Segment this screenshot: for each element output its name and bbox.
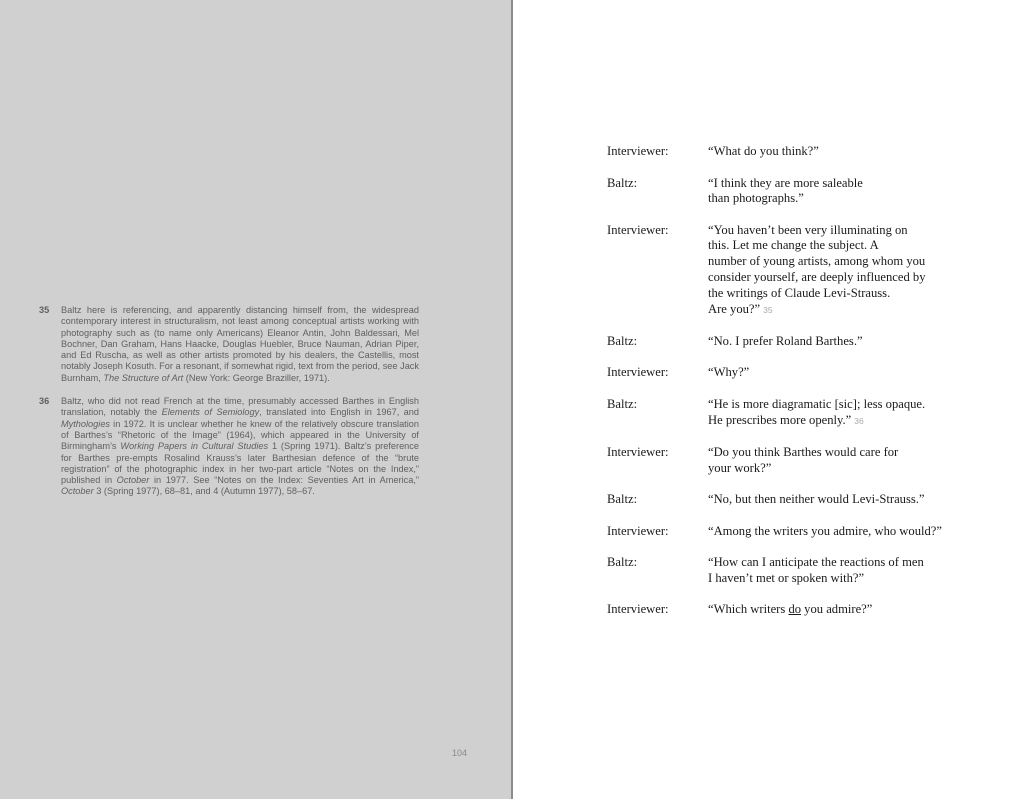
dialogue-text — [708, 492, 987, 508]
page-number: 104 — [452, 748, 468, 758]
footnote-title-italic: October — [61, 486, 94, 497]
dialogue-line — [708, 302, 987, 319]
footnote-title-italic: October — [116, 475, 150, 486]
dialogue-entry — [607, 176, 987, 208]
dialogue-line — [708, 461, 987, 477]
dialogue-entry — [607, 524, 987, 540]
speaker-label: Interviewer: — [607, 222, 669, 237]
footnote-title-italic: Mythologies — [61, 418, 111, 429]
footnote-number: 36 — [39, 396, 50, 407]
dialogue-entry — [607, 365, 987, 381]
footnote-text — [61, 305, 419, 384]
footnote-text-run: Baltz, who did not read French at the time, presumably accessed Barthes in English translation, notably the — [61, 396, 419, 418]
speaker-label: Baltz: — [607, 555, 638, 570]
dialogue-line — [708, 254, 987, 270]
dialogue-text-run: number of young artists, among whom you — [708, 254, 926, 269]
dialogue-text-run: “What do you think?” — [708, 144, 819, 158]
dialogue-entry — [607, 492, 987, 508]
dialogue-line — [708, 270, 987, 286]
dialogue-entry — [607, 223, 987, 319]
right-page — [513, 0, 1024, 799]
footnote-reference: 36 — [854, 415, 864, 426]
speaker-label: Baltz: — [607, 396, 638, 411]
speaker-label: Baltz: — [607, 492, 638, 507]
footnote-text-run: in 1972. It is unclear whether he knew of the relatively obscure translation of Barthes’s “Rhetoric of the Image” (1964), which appeared in the University of Birmingham’s — [61, 418, 419, 452]
footnote-text-run: in 1977. See “Notes on the Index: Seventies Art in America,” — [149, 475, 419, 486]
speaker-label: Interviewer: — [607, 365, 669, 380]
dialogue-text-run: than photographs.” — [708, 191, 804, 206]
dialogue-text-run: “I think they are more saleable — [708, 175, 863, 190]
dialogue-text — [708, 334, 987, 350]
dialogue-text-run: your work?” — [708, 460, 772, 475]
dialogue-text-run: this. Let me change the subject. A — [708, 238, 879, 253]
interview-transcript — [607, 144, 987, 634]
dialogue-entry — [607, 602, 987, 618]
dialogue-text — [708, 397, 987, 430]
dialogue-line — [708, 445, 987, 461]
footnote-text-run: Baltz here is referencing, and apparently distancing himself from, the widespread contemporary interest in structuralism, not least among conceptual artists working with photography such as (to name only Americans) Eleanor Antin, John Baldessari, Mel Bochner, Dan Graham, Hans Haacke, Douglas Huebler, Bruce Nauman, Adrian Piper, and Ed Ruscha, as well as other artists promoted by his dealers, the Castellis, most notably Joseph Kosuth. For a resonant, if somewhat rigid, text from the period, see Jack Burnham, — [61, 305, 419, 383]
dialogue-text — [708, 176, 987, 208]
dialogue-line — [708, 365, 987, 381]
footnote-text — [61, 396, 419, 498]
speaker-label: Interviewer: — [607, 523, 669, 538]
dialogue-text-run: “How can I anticipate the reactions of men — [708, 555, 924, 570]
footnote-text-run: 1 (Spring 1971). Baltz’s preference for Barthes pre-empts Rosalind Krauss’s later Barthesian defence of the “brute registration” of the photographic index in her two-part article “Notes on the Index,” published in — [61, 441, 419, 486]
speaker-label: Baltz: — [607, 333, 638, 348]
footnote-text-run: 3 (Spring 1977), 68–81, and 4 (Autumn 1977), 58–67. — [93, 486, 315, 497]
footnote-title-italic: Elements of Semiology — [161, 407, 260, 418]
speaker-label: Interviewer: — [607, 144, 669, 158]
dialogue-line — [708, 223, 987, 239]
dialogue-entry — [607, 334, 987, 350]
dialogue-text — [708, 365, 987, 381]
dialogue-entry — [607, 397, 987, 430]
dialogue-line — [708, 334, 987, 350]
dialogue-line — [708, 286, 987, 302]
dialogue-text-run: Are you?” — [708, 301, 761, 316]
dialogue-text-run: “Do you think Barthes would care for — [708, 444, 899, 459]
dialogue-text-run: I haven’t met or spoken with?” — [708, 570, 865, 585]
dialogue-text-run: “He is more diagramatic [sic]; less opaque. — [708, 396, 926, 411]
footnote-number: 35 — [39, 305, 50, 315]
dialogue-line — [708, 492, 987, 508]
dialogue-entry — [607, 555, 987, 587]
dialogue-line — [708, 413, 987, 430]
dialogue-text — [708, 555, 987, 587]
footnote-reference: 35 — [763, 304, 773, 315]
dialogue-text-run: you admire?” — [801, 602, 873, 617]
speaker-label: Interviewer: — [607, 444, 669, 459]
footnote-text-run: (New York: George Braziller, 1971). — [183, 372, 330, 383]
dialogue-text-run: “You haven’t been very illuminating on — [708, 222, 908, 237]
dialogue-line — [708, 397, 987, 413]
dialogue-text — [708, 602, 987, 618]
dialogue-text-run: “Which writers — [708, 602, 789, 617]
dialogue-text-run: He prescribes more openly.” — [708, 412, 852, 427]
dialogue-line — [708, 176, 987, 192]
dialogue-line — [708, 238, 987, 254]
dialogue-line — [708, 191, 987, 207]
dialogue-text — [708, 144, 987, 160]
dialogue-line — [708, 571, 987, 587]
footnote-title-italic: The Structure of Art — [103, 372, 184, 383]
dialogue-line — [708, 524, 987, 540]
dialogue-text-run: “Among the writers you admire, who would?” — [708, 523, 942, 538]
dialogue-entry — [607, 445, 987, 477]
footnote-36 — [39, 396, 419, 498]
dialogue-text-run: “Why?” — [708, 365, 750, 380]
dialogue-text — [708, 524, 987, 540]
speaker-label: Interviewer: — [607, 602, 669, 617]
footnote-35 — [39, 305, 419, 384]
dialogue-text-run: the writings of Claude Levi-Strauss. — [708, 285, 891, 300]
dialogue-text-run: consider yourself, are deeply influenced by — [708, 269, 926, 284]
underlined-word: do — [788, 602, 802, 617]
dialogue-line — [708, 144, 987, 160]
dialogue-text-run: “No, but then neither would Levi-Strauss.” — [708, 492, 925, 507]
dialogue-text — [708, 223, 987, 319]
dialogue-line — [708, 555, 987, 571]
footnote-title-italic: Working Papers in Cultural Studies — [120, 441, 269, 452]
footnote-text-run: , translated into English in 1967, and — [259, 407, 419, 418]
footnotes — [39, 305, 419, 510]
speaker-label: Baltz: — [607, 175, 638, 190]
dialogue-text-run: “No. I prefer Roland Barthes.” — [708, 333, 863, 348]
dialogue-text — [708, 445, 987, 477]
dialogue-entry — [607, 144, 987, 160]
dialogue-line — [708, 602, 987, 618]
